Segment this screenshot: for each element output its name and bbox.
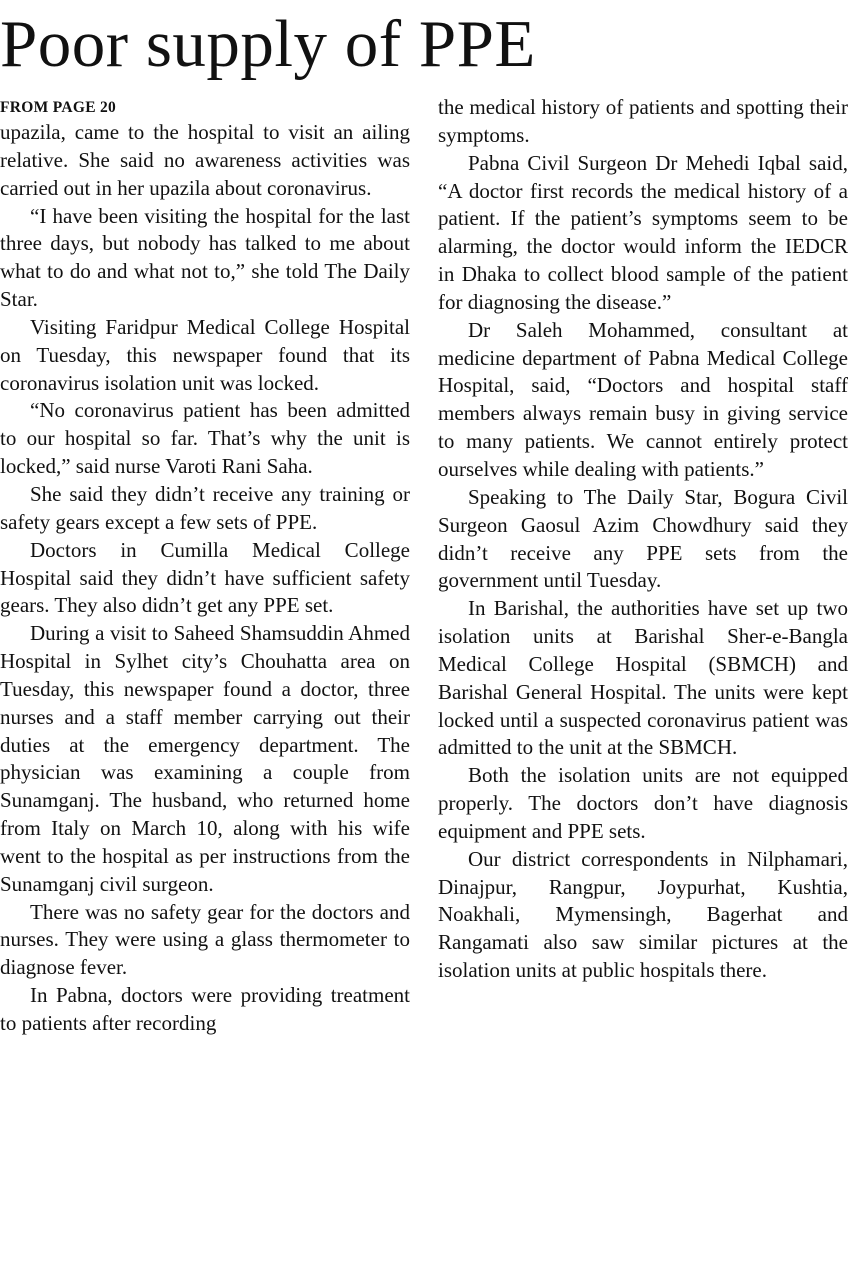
paragraph: Speaking to The Daily Star, Bogura Civil Surgeon Gaosul Azim Chowdhury said they didn’t receive any PPE sets from the government until Tuesday. <box>438 484 848 593</box>
paragraph: Doctors in Cumilla Medical College Hospital said they didn’t have sufficient safety gears. They also didn’t get any PPE set. <box>0 537 410 618</box>
paragraph: In Barishal, the authorities have set up two isolation units at Barishal Sher-e-Bangla Medical College Hospital (SBMCH) and Barishal General Hospital. The units were kept locked until a suspected coronavirus patient was admitted to the unit at the SBMCH. <box>438 596 848 760</box>
paragraph: In Pabna, doctors were providing treatment to patients after recording <box>0 983 410 1035</box>
paragraph: “I have been visiting the hospital for the last three days, but nobody has talked to me about what to do and what not to,” she told The Daily Star. <box>0 203 410 312</box>
paragraph: She said they didn’t receive any training or safety gears except a few sets of PPE. <box>0 481 410 534</box>
left-column <box>0 94 410 1038</box>
paragraph: Dr Saleh Mohammed, consultant at medicine department of Pabna Medical College Hospital, said, “Doctors and hospital staff members always remain busy in giving service to many patients. We cannot entirely protect ourselves while dealing with patients.” <box>438 317 848 481</box>
paragraph: Our district correspondents in Nilphamari, Dinajpur, Rangpur, Joypurhat, Kushtia, Noakhali, Mymensingh, Bagerhat and Rangamati also saw similar pictures at the isolation units at public hospitals there. <box>438 846 848 983</box>
jump-line: FROM PAGE 20 <box>0 99 117 116</box>
paragraph: Both the isolation units are not equipped properly. The doctors don’t have diagnosis equipment and PPE sets. <box>438 763 848 843</box>
paragraph: “No coronavirus patient has been admitted to our hospital so far. That’s why the unit is locked,” said nurse Varoti Rani Saha. <box>0 398 410 479</box>
paragraph: Pabna Civil Surgeon Dr Mehedi Iqbal said, “A doctor first records the medical history of a patient. If the patient’s symptoms seem to be alarming, the doctor would inform the IEDCR in Dhaka to collect blood sample of the patient for diagnosing the disease.” <box>438 150 848 314</box>
paragraph: the medical history of patients and spotting their symptoms. <box>438 95 848 147</box>
paragraph: During a visit to Saheed Shamsuddin Ahmed Hospital in Sylhet city’s Chouhatta area on Tuesday, this newspaper found a doctor, three nurses and a staff member carrying out their duties at the emergency department. The physician was examining a couple from Sunamganj. The husband, who returned home from Italy on March 10, along with his wife went to the hospital as per instructions from the Sunamganj civil surgeon. <box>0 621 410 896</box>
paragraph: upazila, came to the hospital to visit an ailing relative. She said no awareness activities was carried out in her upazila about coronavirus. <box>0 120 410 200</box>
right-column <box>438 94 848 985</box>
headline: Poor supply of PPE <box>0 7 536 81</box>
paragraph: Visiting Faridpur Medical College Hospital on Tuesday, this newspaper found that its coronavirus isolation unit was locked. <box>0 314 410 395</box>
paragraph: There was no safety gear for the doctors and nurses. They were using a glass thermometer to diagnose fever. <box>0 899 410 980</box>
